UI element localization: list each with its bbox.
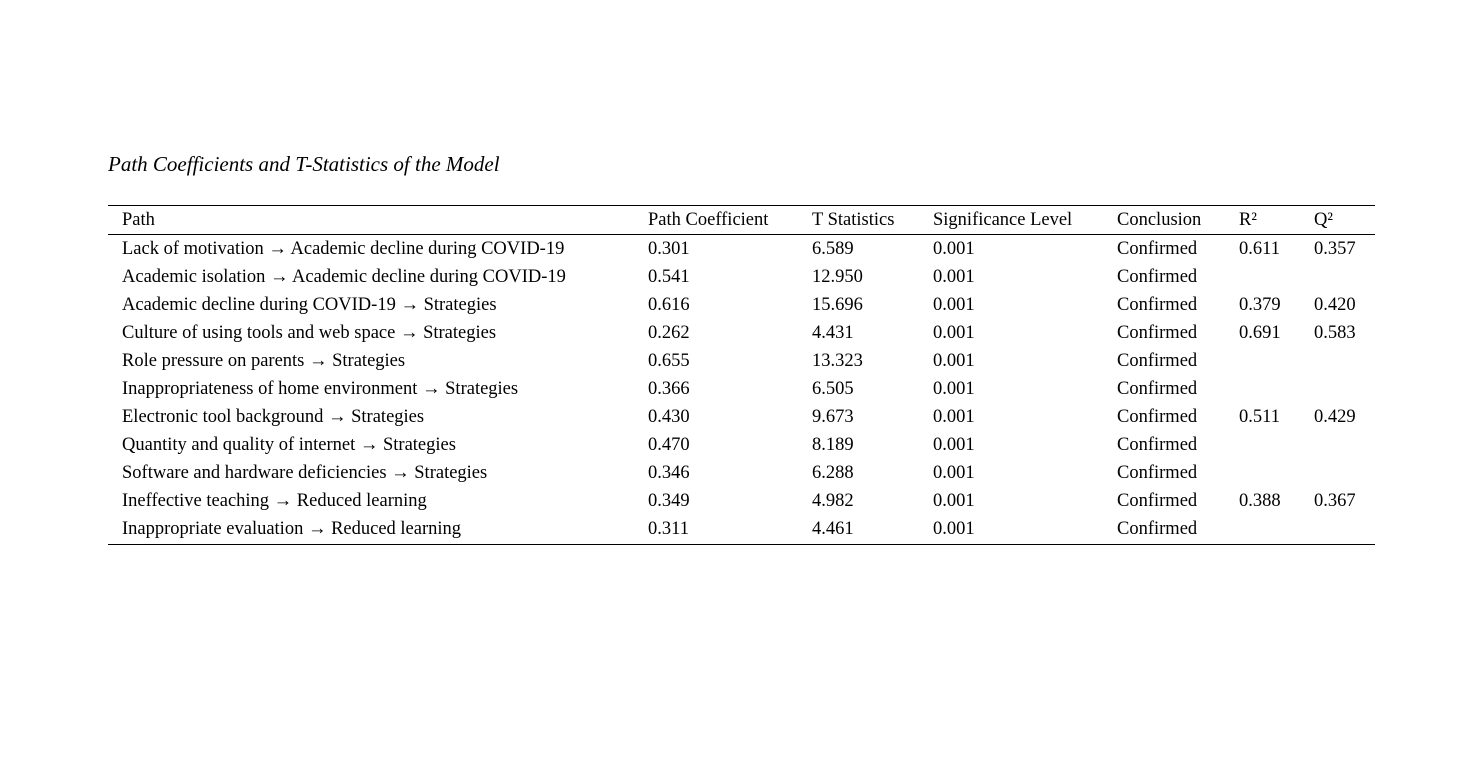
cell-r-squared: 0.691 (1239, 322, 1281, 343)
table-row (108, 347, 1375, 375)
cell-conclusion: Confirmed (1117, 266, 1198, 287)
cell-q-squared: 0.420 (1314, 294, 1356, 315)
cell-r-squared: 0.511 (1239, 407, 1280, 428)
cell-t-statistics: 8.189 (812, 435, 854, 456)
cell-t-statistics: 9.673 (812, 407, 854, 428)
table-row (108, 375, 1375, 403)
table-row (108, 432, 1375, 460)
cell-path: Ineffective teaching → Reduced learning (122, 491, 427, 512)
cell-path: Culture of using tools and web space → Strategies (122, 322, 497, 343)
table-row (108, 319, 1375, 347)
table-row (108, 291, 1375, 319)
cell-path: Quantity and quality of internet → Strategies (122, 435, 456, 456)
cell-path-coefficient: 0.430 (648, 407, 690, 428)
cell-t-statistics: 4.982 (812, 491, 854, 512)
cell-r-squared (1239, 516, 1314, 545)
cell-path-coefficient: 0.616 (648, 294, 690, 315)
cell-t-statistics: 13.323 (812, 350, 863, 371)
cell-r-squared (1239, 432, 1314, 460)
cell-conclusion: Confirmed (1117, 519, 1198, 540)
cell-q-squared (1314, 516, 1375, 545)
cell-t-statistics: 15.696 (812, 294, 863, 315)
cell-path: Lack of motivation → Academic decline during COVID-19 (122, 238, 565, 259)
cell-q-squared: 0.367 (1314, 491, 1356, 512)
cell-conclusion: Confirmed (1117, 350, 1198, 371)
cell-significance-level: 0.001 (933, 519, 975, 540)
cell-conclusion: Confirmed (1117, 407, 1198, 428)
cell-t-statistics: 6.589 (812, 238, 854, 259)
cell-significance-level: 0.001 (933, 379, 975, 400)
cell-significance-level: 0.001 (933, 294, 975, 315)
cell-r-squared: 0.379 (1239, 294, 1281, 315)
cell-q-squared: 0.429 (1314, 407, 1356, 428)
cell-significance-level: 0.001 (933, 491, 975, 512)
cell-path-coefficient: 0.311 (648, 519, 689, 540)
cell-path-coefficient: 0.366 (648, 379, 690, 400)
header-r-squared: R² (1239, 209, 1257, 230)
cell-path: Role pressure on parents → Strategies (122, 350, 406, 371)
cell-r-squared (1239, 375, 1314, 403)
cell-t-statistics: 4.461 (812, 519, 854, 540)
header-q-squared: Q² (1314, 209, 1333, 230)
cell-path: Academic decline during COVID-19 → Strategies (122, 294, 497, 315)
cell-conclusion: Confirmed (1117, 491, 1198, 512)
cell-significance-level: 0.001 (933, 238, 975, 259)
cell-path-coefficient: 0.541 (648, 266, 690, 287)
cell-significance-level: 0.001 (933, 322, 975, 343)
cell-q-squared (1314, 375, 1375, 403)
cell-path: Inappropriateness of home environment → Strategies (122, 379, 519, 400)
cell-path-coefficient: 0.346 (648, 463, 690, 484)
cell-path-coefficient: 0.262 (648, 322, 690, 343)
cell-t-statistics: 6.288 (812, 463, 854, 484)
table-caption: Path Coefficients and T-Statistics of the Model (108, 152, 500, 176)
cell-path-coefficient: 0.301 (648, 238, 690, 259)
header-path-coefficient: Path Coefficient (648, 209, 769, 230)
cell-path: Electronic tool background → Strategies (122, 407, 425, 428)
table-row (108, 460, 1375, 488)
table-row (108, 404, 1375, 432)
cell-path-coefficient: 0.655 (648, 350, 690, 371)
path-coefficients-table-container (108, 205, 1375, 545)
cell-q-squared (1314, 347, 1375, 375)
header-path: Path (122, 209, 155, 230)
cell-t-statistics: 4.431 (812, 322, 854, 343)
cell-significance-level: 0.001 (933, 463, 975, 484)
cell-significance-level: 0.001 (933, 350, 975, 371)
table-header (108, 206, 1375, 235)
cell-r-squared (1239, 460, 1314, 488)
cell-conclusion: Confirmed (1117, 322, 1198, 343)
table-body (108, 235, 1375, 545)
cell-path: Software and hardware deficiencies → Strategies (122, 463, 488, 484)
cell-r-squared: 0.388 (1239, 491, 1281, 512)
header-significance-level: Significance Level (933, 209, 1073, 230)
cell-path: Inappropriate evaluation → Reduced learning (122, 519, 462, 540)
table-row (108, 488, 1375, 516)
cell-path-coefficient: 0.470 (648, 435, 690, 456)
cell-significance-level: 0.001 (933, 435, 975, 456)
cell-significance-level: 0.001 (933, 266, 975, 287)
cell-conclusion: Confirmed (1117, 379, 1198, 400)
cell-q-squared: 0.583 (1314, 322, 1356, 343)
cell-conclusion: Confirmed (1117, 294, 1198, 315)
cell-conclusion: Confirmed (1117, 435, 1198, 456)
table-row (108, 516, 1375, 545)
cell-conclusion: Confirmed (1117, 238, 1198, 259)
cell-q-squared: 0.357 (1314, 238, 1356, 259)
cell-q-squared (1314, 263, 1375, 291)
cell-t-statistics: 6.505 (812, 379, 854, 400)
path-coefficients-table (108, 205, 1375, 545)
cell-q-squared (1314, 432, 1375, 460)
cell-r-squared (1239, 263, 1314, 291)
cell-r-squared (1239, 347, 1314, 375)
header-t-statistics: T Statistics (812, 209, 895, 230)
cell-path: Academic isolation → Academic decline during COVID-19 (122, 266, 566, 287)
cell-r-squared: 0.611 (1239, 238, 1280, 259)
cell-q-squared (1314, 460, 1375, 488)
header-conclusion: Conclusion (1117, 209, 1202, 230)
cell-path-coefficient: 0.349 (648, 491, 690, 512)
cell-t-statistics: 12.950 (812, 266, 863, 287)
cell-significance-level: 0.001 (933, 407, 975, 428)
table-row (108, 263, 1375, 291)
header-row (108, 206, 1375, 235)
table-row (108, 235, 1375, 264)
cell-conclusion: Confirmed (1117, 463, 1198, 484)
